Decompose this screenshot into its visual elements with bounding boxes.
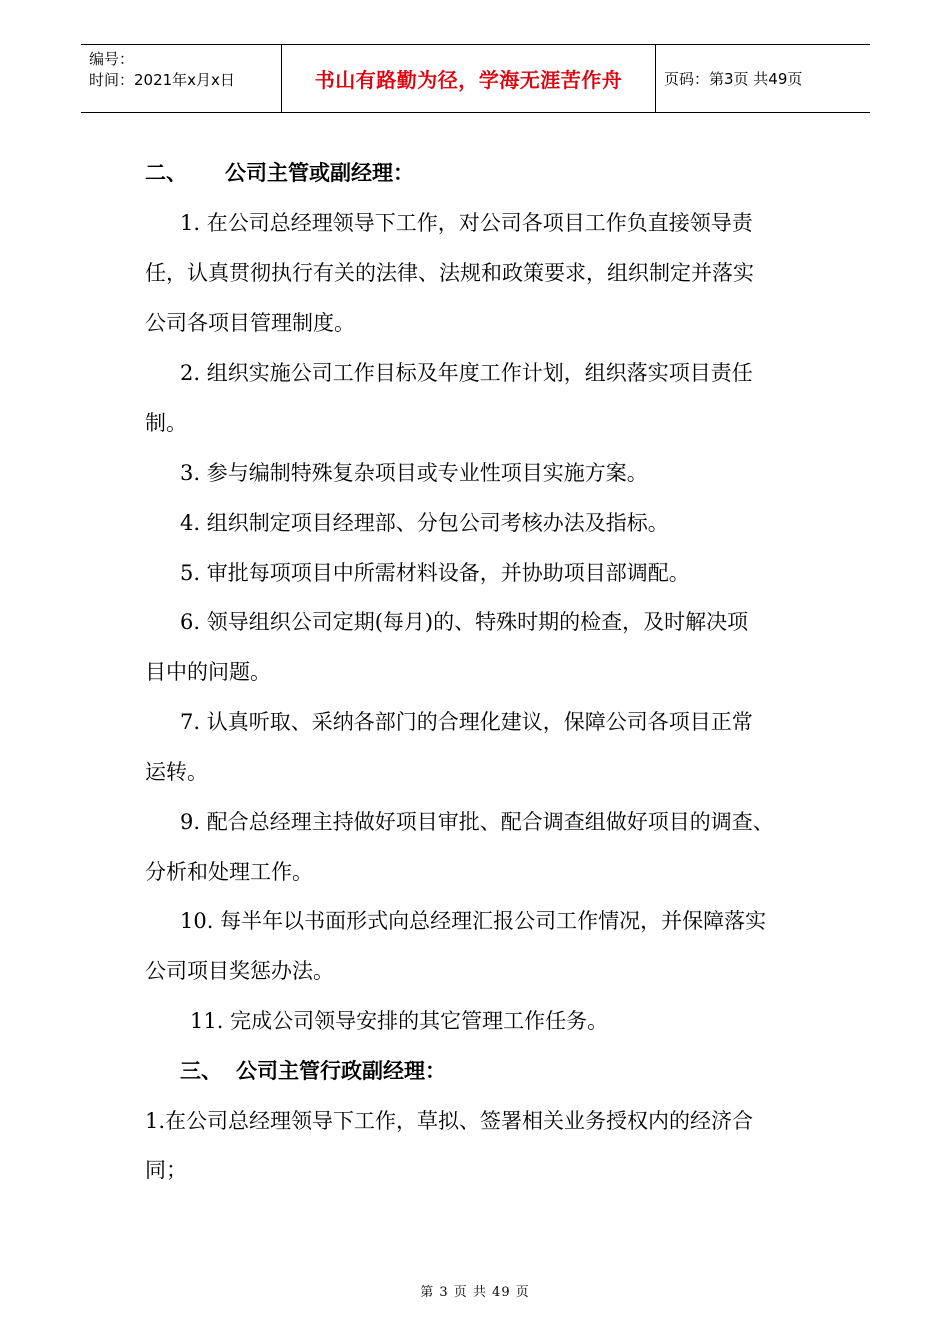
header-time: 时间：2021年x月x日	[89, 71, 235, 89]
para-line: 任，认真贯彻执行有关的法律、法规和政策要求，组织制定并落实	[145, 261, 754, 285]
para-line: 9. 配合总经理主持做好项目审批、配合调查组做好项目的调查、	[180, 810, 774, 834]
page-footer: 第 3 页 共 49 页	[420, 1285, 530, 1300]
para-line: 公司各项目管理制度。	[145, 311, 355, 335]
section3-heading-num: 三、	[180, 1058, 222, 1083]
header-motto: 书山有路勤为径，学海无涯苦作舟	[282, 45, 656, 112]
para-line: 4. 组织制定项目经理部、分包公司考核办法及指标。	[180, 511, 669, 535]
section3-heading-text: 公司主管行政副经理：	[236, 1058, 446, 1083]
para-line: 目中的问题。	[145, 660, 271, 684]
header-table	[81, 44, 870, 113]
para-line: 分析和处理工作。	[145, 860, 313, 884]
para-line: 1.在公司总经理领导下工作，草拟、签署相关业务授权内的经济合	[145, 1109, 754, 1133]
section2-heading-num: 二、	[145, 160, 187, 185]
header-page-info: 页码：第3页 共49页	[664, 70, 803, 88]
para-line: 3. 参与编制特殊复杂项目或专业性项目实施方案。	[180, 461, 648, 485]
para-line: 7. 认真听取、采纳各部门的合理化建议，保障公司各项目正常	[180, 710, 753, 734]
para-line: 1. 在公司总经理领导下工作，对公司各项目工作负直接领导责	[180, 211, 753, 235]
para-line: 制。	[145, 411, 187, 435]
para-line: 6. 领导组织公司定期(每月)的、特殊时期的检查，及时解决项	[180, 610, 749, 634]
header-meta-cell	[81, 45, 282, 112]
para-line: 11. 完成公司领导安排的其它管理工作任务。	[190, 1009, 609, 1033]
section3-heading	[180, 1056, 446, 1086]
para-line: 2. 组织实施公司工作目标及年度工作计划，组织落实项目责任	[180, 361, 753, 385]
para-line: 运转。	[145, 760, 208, 784]
para-line: 5. 审批每项项目中所需材料设备，并协助项目部调配。	[180, 561, 690, 585]
para-line: 10. 每半年以书面形式向总经理汇报公司工作情况，并保障落实	[180, 909, 767, 933]
para-line: 公司项目奖惩办法。	[145, 959, 334, 983]
section2-heading-text: 公司主管或副经理：	[225, 160, 414, 185]
header-number: 编号：	[89, 50, 135, 68]
para-line: 同；	[145, 1158, 187, 1182]
section2-heading	[145, 158, 414, 188]
